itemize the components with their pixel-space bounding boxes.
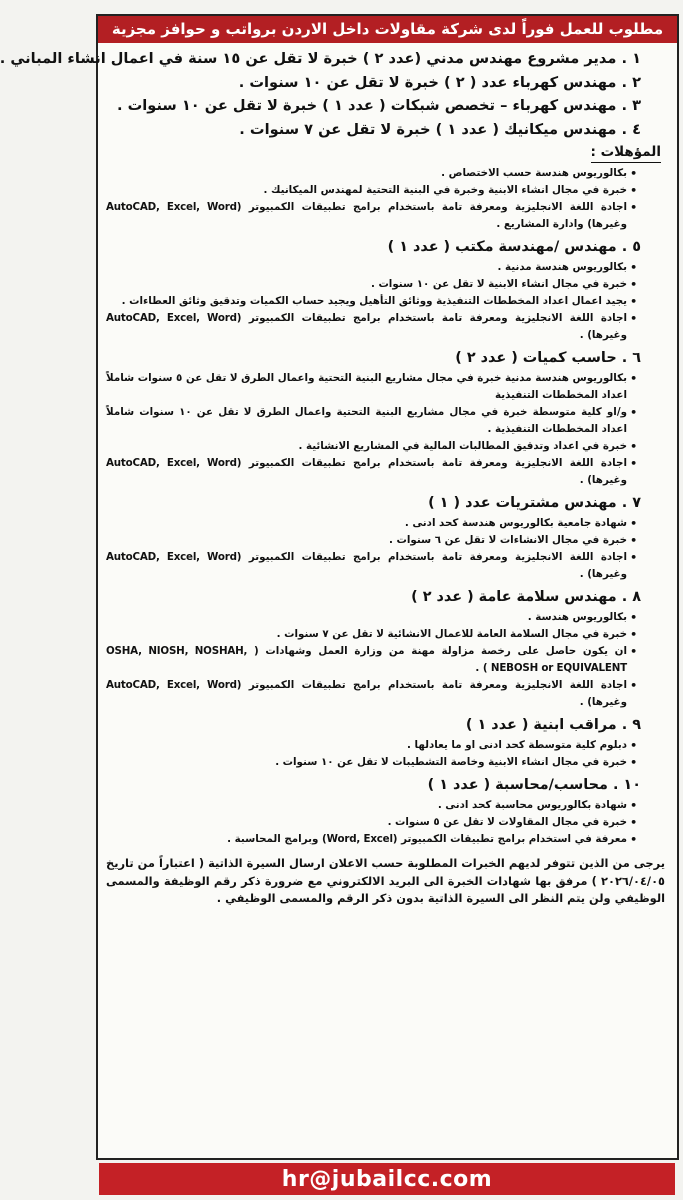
section-bullets — [106, 259, 667, 344]
qualification-bullet: • اجادة اللغة الانجليزية ومعرفة تامة باستخدام برامج تطبيقات الكمبيوتر (AutoCAD, Excel, Word وغيرها) وادارة المشاريع . — [106, 199, 667, 233]
section-safety-engineer — [106, 587, 667, 711]
section-bullets — [106, 609, 667, 711]
section-bullet: • خبرة في مجال الانشاءات لا تقل عن ٦ سنوات . — [106, 532, 667, 549]
headline-banner: مطلوب للعمل فوراً لدى شركة مقاولات داخل الاردن برواتب و حوافز مجزية — [98, 16, 677, 43]
application-instructions: يرجى من الذين تتوفر لديهم الخبرات المطلوبة حسب الاعلان ارسال السيرة الذاتية ( اعتباراً من تاريخ ٢٠٢٦/٠٤/٠٥ ) مرفق بها شهادات الخبرة الى البريد الالكتروني مع ضرورة ذكر رقم الوظيفة والمسمى الوظيفي ولن يتم النظر الى السيرة الذاتية بدون ذكر الرقم والمسمى الوظيفي . — [106, 856, 665, 905]
qualification-bullet: • بكالوريوس هندسة حسب الاختصاص . — [106, 165, 667, 182]
position-item: ٤ . مهندس ميكانيك ( عدد ١ ) خبرة لا تقل عن ٧ سنوات . — [239, 120, 641, 138]
section-title: ٦ . حاسب كميات ( عدد ٢ ) — [455, 350, 641, 366]
section-bullet: • خبرة في مجال انشاء الابنية لا تقل عن ١٠ سنوات . — [106, 276, 667, 293]
section-bullet: • ان يكون حاصل على رخصة مزاولة مهنة من وزارة العمل وشهادات ( OSHA, NIOSH, NOSHAH, NEBOSH or EQUIVALENT ) . — [106, 643, 667, 677]
advertisement-sheet — [0, 14, 679, 1160]
qualification-bullet: • خبرة في مجال انشاء الابنية وخبرة في البنية التحتية لمهندس الميكانيك . — [106, 182, 667, 199]
section-bullet: • خبرة في اعداد وتدقيق المطالبات المالية في المشاريع الانشائية . — [106, 438, 667, 455]
section-bullet: • بكالوريوس هندسة مدنية خبرة في مجال مشاريع البنية التحتية واعمال الطرق لا تقل عن ٥ سنوات شاملاً اعداد المخططات التنفيذية — [106, 370, 667, 404]
section-bullet: • خبرة في مجال المقاولات لا تقل عن ٥ سنوات . — [106, 814, 667, 831]
email-footer-bar — [99, 1163, 675, 1195]
section-procurement-engineer — [106, 493, 667, 583]
section-bullet: • اجادة اللغة الانجليزية ومعرفة تامة باستخدام برامج تطبيقات الكمبيوتر (AutoCAD, Excel, Word وغيرها) . — [106, 310, 667, 344]
section-quantity-surveyor — [106, 348, 667, 489]
section-bullets — [106, 797, 667, 848]
top-positions-list — [0, 47, 667, 141]
section-bullet: • يجيد اعمال اعداد المخططات التنفيذية ووثائق التأهيل ويجيد حساب الكميات وتدقيق وثائق العطاءات . — [106, 293, 667, 310]
qualifications-list — [106, 165, 667, 233]
section-building-supervisor — [106, 715, 667, 771]
section-title: ٧ . مهندس مشتريات عدد ( ١ ) — [428, 495, 641, 511]
section-bullet: • خبرة في مجال انشاء الابنية وخاصة التشطيبات لا تقل عن ١٠ سنوات . — [106, 754, 667, 771]
section-bullet: • اجادة اللغة الانجليزية ومعرفة تامة باستخدام برامج تطبيقات الكمبيوتر (AutoCAD, Excel, Word وغيرها) . — [106, 455, 667, 489]
position-item: ١ . مدير مشروع مهندس مدني (عدد ٢ ) خبرة لا تقل عن ١٥ سنة في اعمال انشاء المباني . — [0, 50, 641, 67]
position-item: ٣ . مهندس كهرباء – تخصص شبكات ( عدد ١ ) خبرة لا تقل عن ١٠ سنوات . — [117, 97, 641, 114]
section-title: ٥ . مهندس /مهندسة مكتب ( عدد ١ ) — [387, 239, 641, 255]
section-bullet: • اجادة اللغة الانجليزية ومعرفة تامة باستخدام برامج تطبيقات الكمبيوتر (AutoCAD, Excel, Word وغيرها) . — [106, 549, 667, 583]
section-bullet: • شهادة جامعية بكالوريوس هندسة كحد ادنى . — [106, 515, 667, 532]
contact-email[interactable]: hr@jubailcc.com — [281, 1166, 493, 1192]
section-bullet: • بكالوريوس هندسة مدنية . — [106, 259, 667, 276]
section-title: ٩ . مراقب ابنية ( عدد ١ ) — [465, 717, 641, 733]
section-title: ٨ . مهندس سلامة عامة ( عدد ٢ ) — [411, 589, 641, 605]
section-bullet: • اجادة اللغة الانجليزية ومعرفة تامة باستخدام برامج تطبيقات الكمبيوتر (AutoCAD, Excel, Word وغيرها) . — [106, 677, 667, 711]
qualifications-heading: المؤهلات : — [591, 143, 662, 163]
section-bullets — [106, 515, 667, 583]
section-bullets — [106, 737, 667, 771]
section-bullet: • شهادة بكالوريوس محاسبة كحد ادنى . — [106, 797, 667, 814]
section-bullet: • معرفة في استخدام برامج تطبيقات الكمبيوتر (Word, Excel) وبرامج المحاسبة . — [106, 831, 667, 848]
position-item: ٢ . مهندس كهرباء عدد ( ٢ ) خبرة لا تقل عن ١٠ سنوات . — [238, 73, 641, 91]
section-office-engineer — [106, 237, 667, 344]
section-bullet: • و/او كلية متوسطة خبرة في مجال مشاريع البنية التحتية واعمال الطرق لا تقل عن ١٠ سنوات شاملاً اعداد المخططات التنفيذية . — [106, 404, 667, 438]
section-bullet: • دبلوم كلية متوسطة كحد ادنى او ما يعادلها . — [106, 737, 667, 754]
section-bullet: • بكالوريوس هندسة . — [106, 609, 667, 626]
section-accountant — [106, 775, 667, 848]
section-bullet: • خبرة في مجال السلامة العامة للاعمال الانشائية لا تقل عن ٧ سنوات . — [106, 626, 667, 643]
section-title: ١٠ . محاسب/محاسبة ( عدد ١ ) — [427, 777, 641, 793]
section-bullets — [106, 370, 667, 489]
